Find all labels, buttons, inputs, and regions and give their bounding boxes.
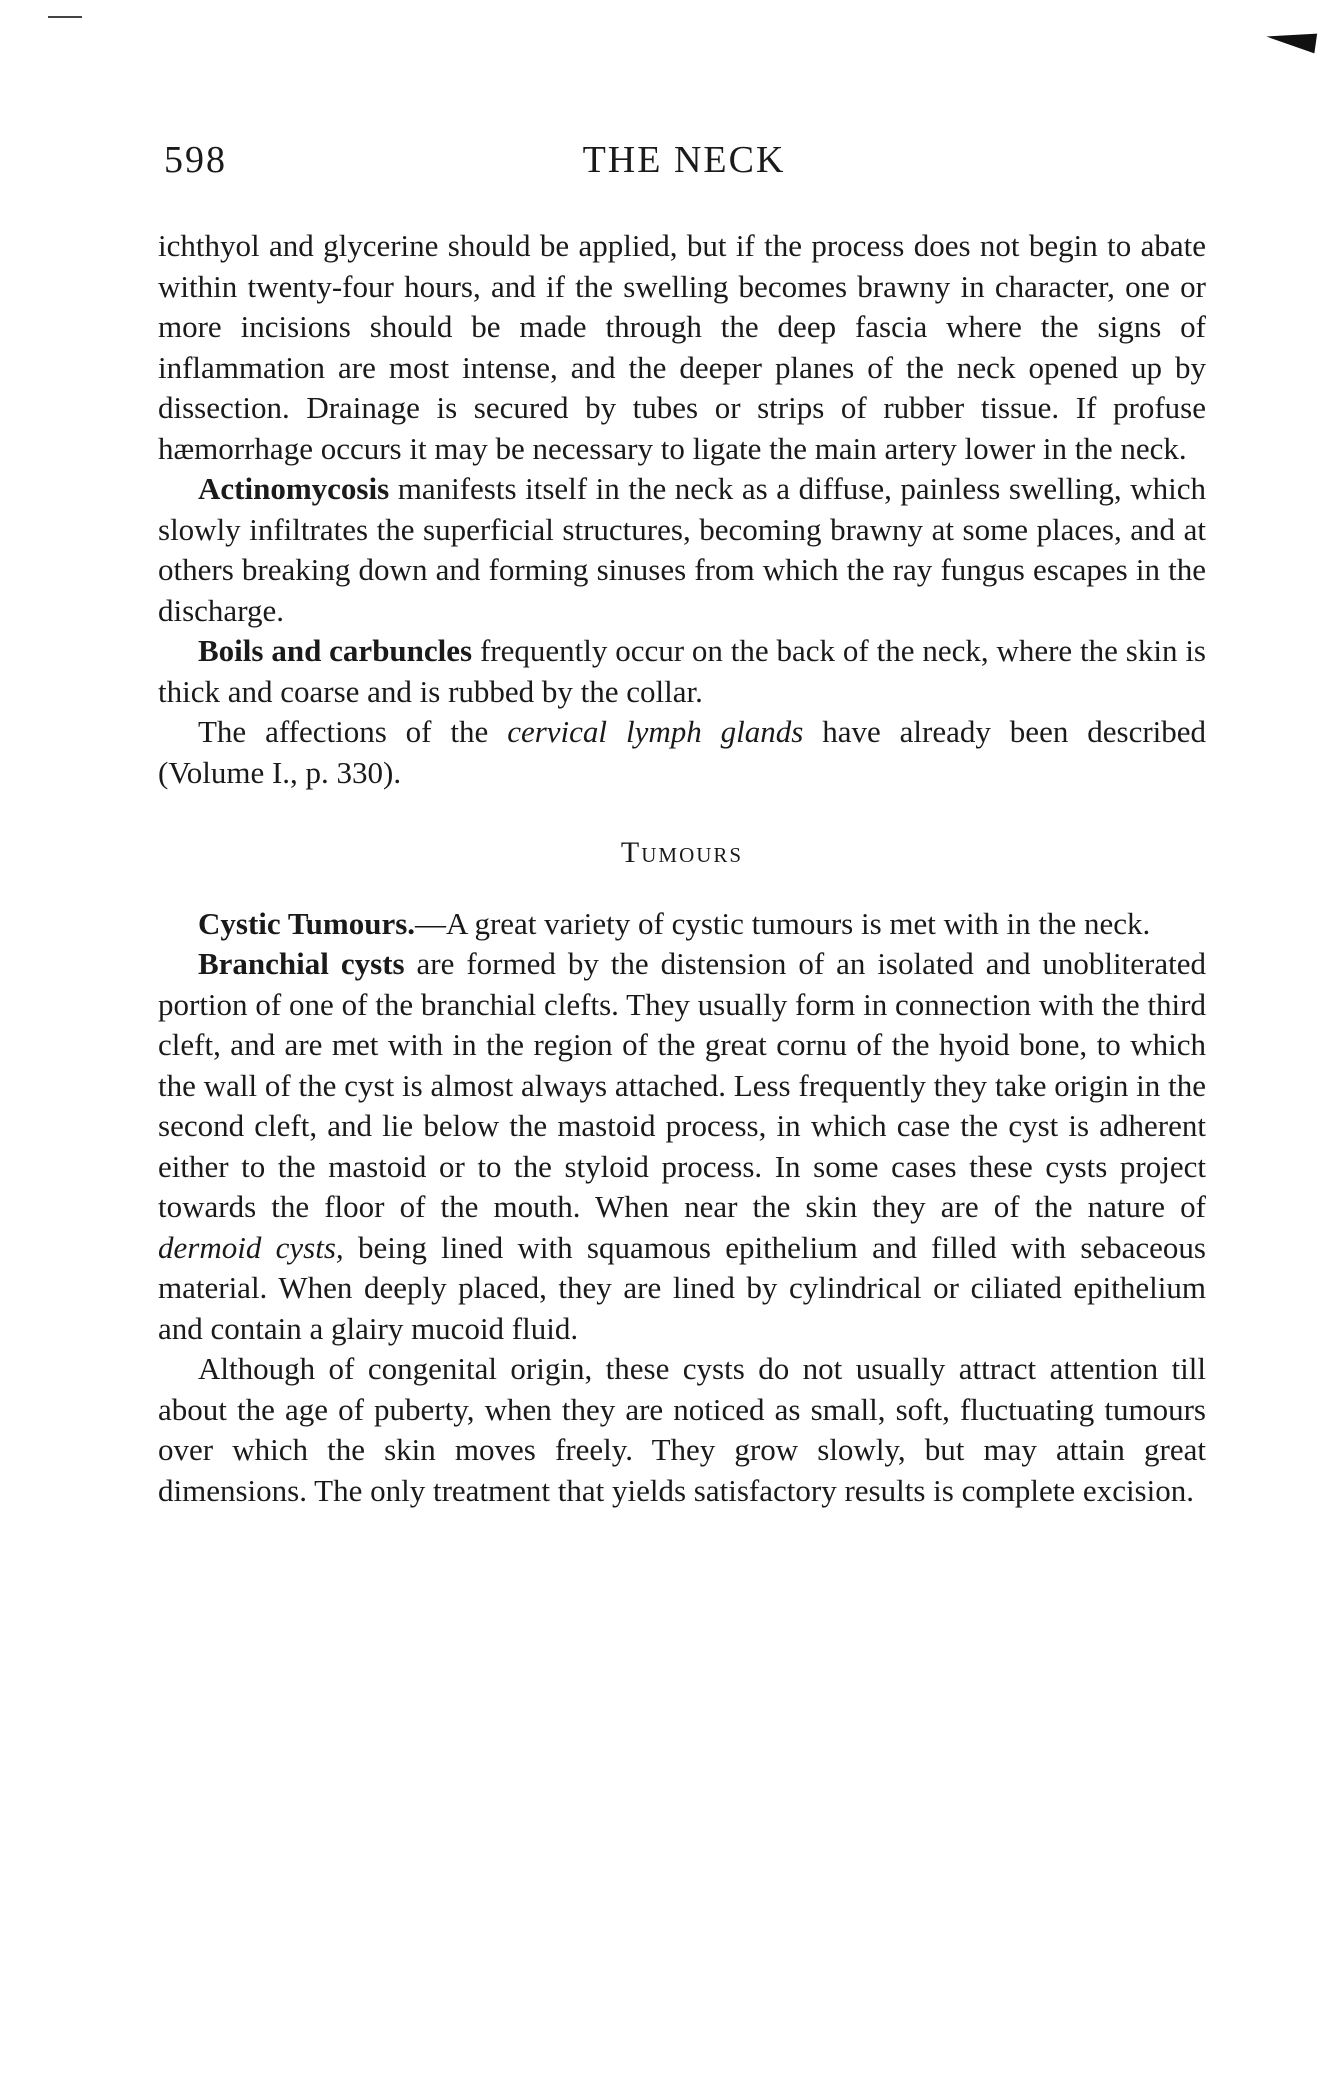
paragraph — [158, 469, 1206, 631]
paragraph — [158, 631, 1206, 712]
scan-mark — [48, 16, 82, 18]
paragraph-text: are formed by the distension of an isolated and unobliterated portion of one of the branchial clefts. They usually form in connection with the third cleft, and are met with in the region of the great cornu of the hyoid bone, to which the wall of the cyst is almost always attached. Less frequently they take origin in the second cleft, and lie below the mastoid process, in which case the cyst is adherent either to the mastoid or to the styloid process. In some cases these cysts project towards the floor of the mouth. When near the skin they are of the nature of — [158, 946, 1206, 1224]
paragraph-text: Although of congenital origin, these cysts do not usually attract attention till about the age of puberty, when they are noticed as small, soft, fluctuating tumours over which the skin moves freely. They grow slowly, but may attain great dimensions. The only treatment that yields satisfactory results is complete excision. — [158, 1351, 1206, 1508]
paragraph-text: manifests itself in the neck as a diffuse, painless swelling, which slowly infiltrates the superficial structures, becoming brawny at some places, and at others breaking down and forming sinuses from which the ray fungus escapes in the discharge. — [158, 471, 1206, 628]
bold-term: Cystic Tumours. — [198, 905, 416, 941]
running-head — [164, 138, 1204, 182]
bold-term: Boils and carbuncles — [198, 633, 473, 668]
paragraph-text: The affections of the — [198, 714, 508, 749]
paragraph-text: being lined with squamous epithelium and filled with sebaceous material. When deeply placed, they are lined by cylindrical or ciliated epithelium and contain a glairy mucoid fluid. — [158, 1229, 1206, 1346]
bold-term: Branchial cysts — [198, 946, 405, 981]
paragraph-text: —A great variety of cystic tumours is met with in the neck. — [415, 905, 1151, 941]
paragraph — [158, 944, 1206, 1349]
paragraph-text: frequently occur on the back of the neck, where the skin is thick and coarse and is rubbed by the collar. — [158, 633, 1206, 709]
italic-term: dermoid cysts, — [158, 1229, 344, 1265]
paragraph — [158, 226, 1206, 469]
bold-term: Actinomycosis — [198, 471, 390, 506]
paragraph — [158, 1349, 1206, 1511]
body-text — [158, 226, 1206, 1511]
page-title: THE NECK — [582, 139, 786, 181]
page-number: 598 — [164, 139, 227, 181]
scan-mark — [1265, 27, 1317, 54]
paragraph — [158, 904, 1206, 945]
section-heading: Tumours — [620, 836, 744, 869]
paragraph-text: have already been described (Volume I., p. 330). — [158, 714, 1207, 790]
paragraph — [158, 712, 1206, 793]
italic-term: cervical lymph glands — [507, 714, 804, 749]
paragraph-text: ichthyol and glycerine should be applied, but if the process does not begin to abate within twenty-four hours, and if the swelling becomes brawny in character, one or more incisions should be made through the deep fascia where the signs of inflammation are most intense, and the deeper planes of the neck opened up by dissection. Drainage is secured by tubes or strips of rubber tissue. If profuse hæmorrhage occurs it may be necessary to ligate the main artery lower in the neck. — [158, 228, 1206, 466]
